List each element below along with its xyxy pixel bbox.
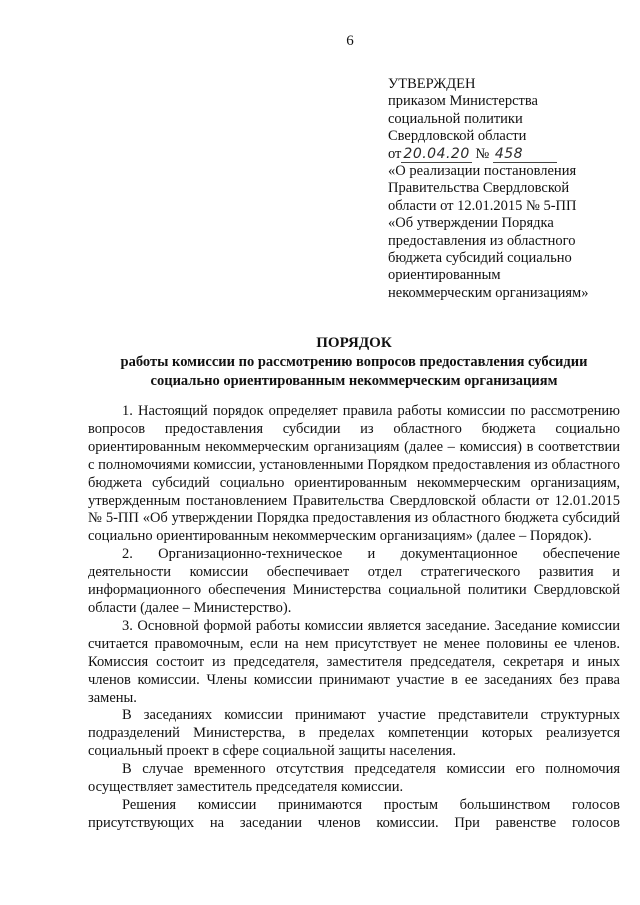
number-sign: № xyxy=(475,145,490,162)
approval-subject-line: Правительства Свердловской xyxy=(388,180,570,197)
handwritten-number: 458 xyxy=(493,146,557,163)
approval-line: социальной политики xyxy=(388,110,523,127)
approval-subject-line: области от 12.01.2015 № 5-ПП xyxy=(388,197,577,214)
approval-subject-line: некоммерческим организациям» xyxy=(388,284,589,301)
document-subtitle-line: работы комиссии по рассмотрению вопросов предоставления субсидии xyxy=(120,354,588,370)
document-title: ПОРЯДОК xyxy=(316,335,392,351)
document-subtitle xyxy=(88,353,620,390)
paragraph: 3. Основной формой работы комиссии является заседание. Заседание комиссии считается правомочным, если на нем присутствует не менее половины ее членов. Комиссия состоит из председателя, заместителя председателя, секретаря и иных членов комиссии. Члены комиссии принимают участие в ее заседаниях без права замены. xyxy=(88,617,620,706)
paragraph: 1. Настоящий порядок определяет правила работы комиссии по рассмотрению вопросов предоставления субсидии из областного бюджета социально ориентированным некоммерческим организациям (далее – комиссия) в соответствии с полномочиями комиссии, установленными Порядком предоставления из областного бюджета субсидий социально ориентированным некоммерческим организациям, утвержденным постановлением Правительства Свердловской области от 12.01.2015 № 5-ПП «Об утверждении Порядка предоставления из областного бюджета субсидий социально ориентированным некоммерческим организациям» (далее – Порядок). xyxy=(88,403,620,545)
paragraph: В заседаниях комиссии принимают участие представители структурных подразделений Министерства, в пределах компетенции которых реализуется социальный проект в сфере социальной защиты населения. xyxy=(88,707,620,760)
approval-line: приказом Министерства xyxy=(388,93,538,110)
paragraph: В случае временного отсутствия председателя комиссии его полномочия осуществляет заместитель председателя комиссии. xyxy=(88,761,620,796)
approval-subject-line: «Об утверждении Порядка xyxy=(388,215,554,232)
paragraph: Решения комиссии принимаются простым большинством голосов присутствующих на заседании членов комиссии. При равенстве голосов xyxy=(88,796,620,831)
page-number: 6 xyxy=(346,33,354,49)
paragraph: 2. Организационно-техническое и документационное обеспечение деятельности комиссии обеспечивает отдел стратегического развития и информационного обеспечения Министерства социальной политики Свердловской области (далее – Министерство). xyxy=(88,546,620,616)
approval-line: Свердловской области xyxy=(388,128,527,145)
approval-title: УТВЕРЖДЕН xyxy=(388,76,476,92)
document-body xyxy=(88,403,620,833)
approval-subject-line: «О реализации постановления xyxy=(388,163,577,180)
approval-block xyxy=(388,76,618,302)
approval-subject-line: ориентированным xyxy=(388,267,501,284)
approval-subject-line: предоставления из областного xyxy=(388,232,576,249)
approval-subject-line: бюджета субсидий социально xyxy=(388,250,572,267)
document-subtitle-line: социально ориентированным некоммерческим организациям xyxy=(150,372,558,389)
date-prefix: от xyxy=(388,145,402,162)
approval-date-line xyxy=(388,146,618,163)
handwritten-date: 20.04.20 xyxy=(403,145,470,162)
